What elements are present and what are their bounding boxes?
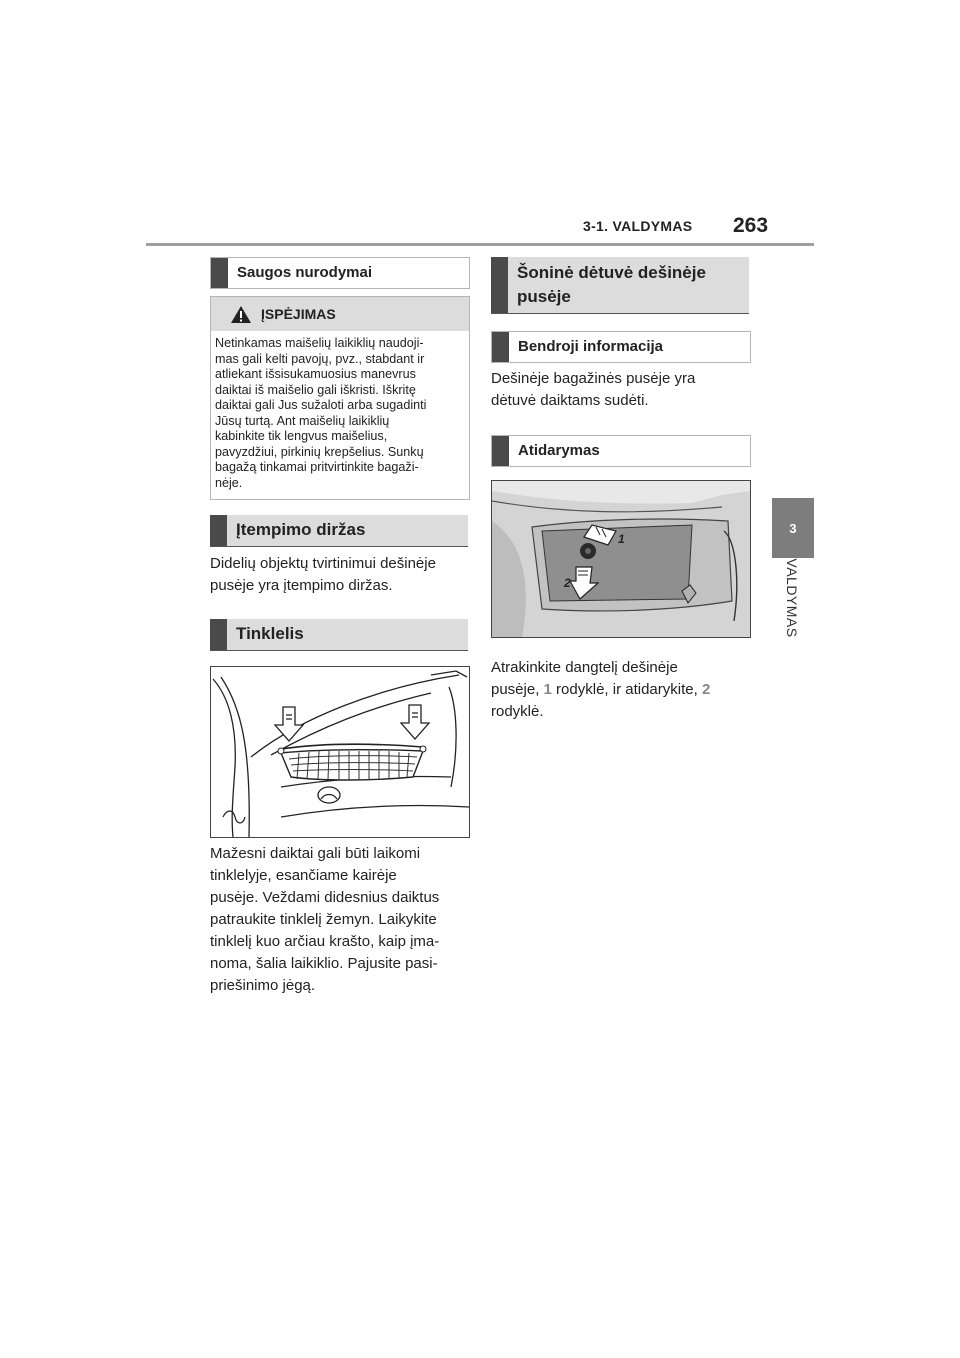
warning-text: Netinkamas maišelių laikiklių naudoji- mas gali kelti pavojų, pvz., stabdant ir atliekant išsisukamuosius manevrus daiktai iš maišelio gali iškristi. Iškritę daiktai gali Jus sužaloti arba sugadinti Jūsų turtą. Ant maišelių laikiklių kabinkite tik lengvus maišelius, pavyzdžiui, pirkinių krepšelius. Sunkų bagažą tinkamai pritvirtinkite bagaži- nėje.	[215, 336, 427, 490]
warning-triangle-icon	[230, 305, 252, 324]
strap-heading	[210, 515, 468, 547]
heading-bar	[210, 619, 227, 650]
chapter-label: VALDYMAS	[784, 558, 800, 638]
compartment-heading-text	[517, 261, 706, 309]
page-number: 263	[733, 214, 769, 237]
luggage-net-illustration	[211, 667, 469, 837]
general-heading	[491, 331, 751, 363]
arrow-number-2: 2	[701, 681, 711, 698]
general-heading-text: Bendroji informacija	[518, 338, 664, 355]
side-compartment-illustration	[492, 481, 750, 637]
warning-header	[211, 297, 469, 331]
figure-label-2: 2	[564, 576, 571, 590]
opening-text-part-1: Atrakinkite dangtelį dešinėje pusėje,	[491, 659, 678, 698]
heading-bar	[491, 257, 508, 313]
opening-text-part-2: rodyklė, ir atidarykite,	[551, 681, 702, 698]
arrow-number-1: 1	[543, 681, 552, 698]
net-figure	[210, 666, 470, 838]
heading-bar	[210, 515, 227, 546]
general-paragraph: Dešinėje bagažinės pusėje yra dėtuvė daiktams sudėti.	[491, 370, 696, 409]
compartment-heading-line-1: Šoninė dėtuvė dešinėje	[517, 263, 706, 282]
strap-heading-text: Įtempimo diržas	[236, 520, 366, 539]
opening-heading-text: Atidarymas	[518, 442, 600, 459]
figure-label-1: 1	[618, 532, 625, 546]
warning-box	[210, 296, 470, 500]
heading-bar	[211, 258, 228, 288]
net-heading-text: Tinklelis	[236, 624, 304, 643]
opening-heading	[491, 435, 751, 467]
heading-bar	[492, 332, 509, 362]
opening-paragraph	[491, 657, 753, 723]
opening-text-part-3: rodyklė.	[491, 703, 544, 720]
net-paragraph: Mažesni daiktai gali būti laikomi tinklelyje, esančiame kairėje pusėje. Veždami didesnius daiktus patraukite tinklelį žemyn. Laikykite tinklelį kuo arčiau krašto, kaip įma- noma, šalia laikiklio. Pajusite pasi- priešinimo jėgą.	[210, 845, 440, 994]
chapter-tab: 3	[772, 498, 814, 558]
safety-heading-text: Saugos nurodymai	[237, 264, 373, 281]
header-rule	[146, 243, 814, 246]
compartment-figure	[491, 480, 751, 638]
compartment-heading	[491, 257, 749, 314]
strap-paragraph: Didelių objektų tvirtinimui dešinėje pusėje yra įtempimo diržas.	[210, 555, 436, 594]
section-title: 3-1. VALDYMAS	[583, 218, 693, 234]
compartment-heading-line-2: pusėje	[517, 287, 571, 306]
heading-bar	[492, 436, 509, 466]
safety-heading	[210, 257, 470, 289]
net-heading	[210, 619, 468, 651]
warning-title: ĮSPĖJIMAS	[261, 306, 336, 322]
